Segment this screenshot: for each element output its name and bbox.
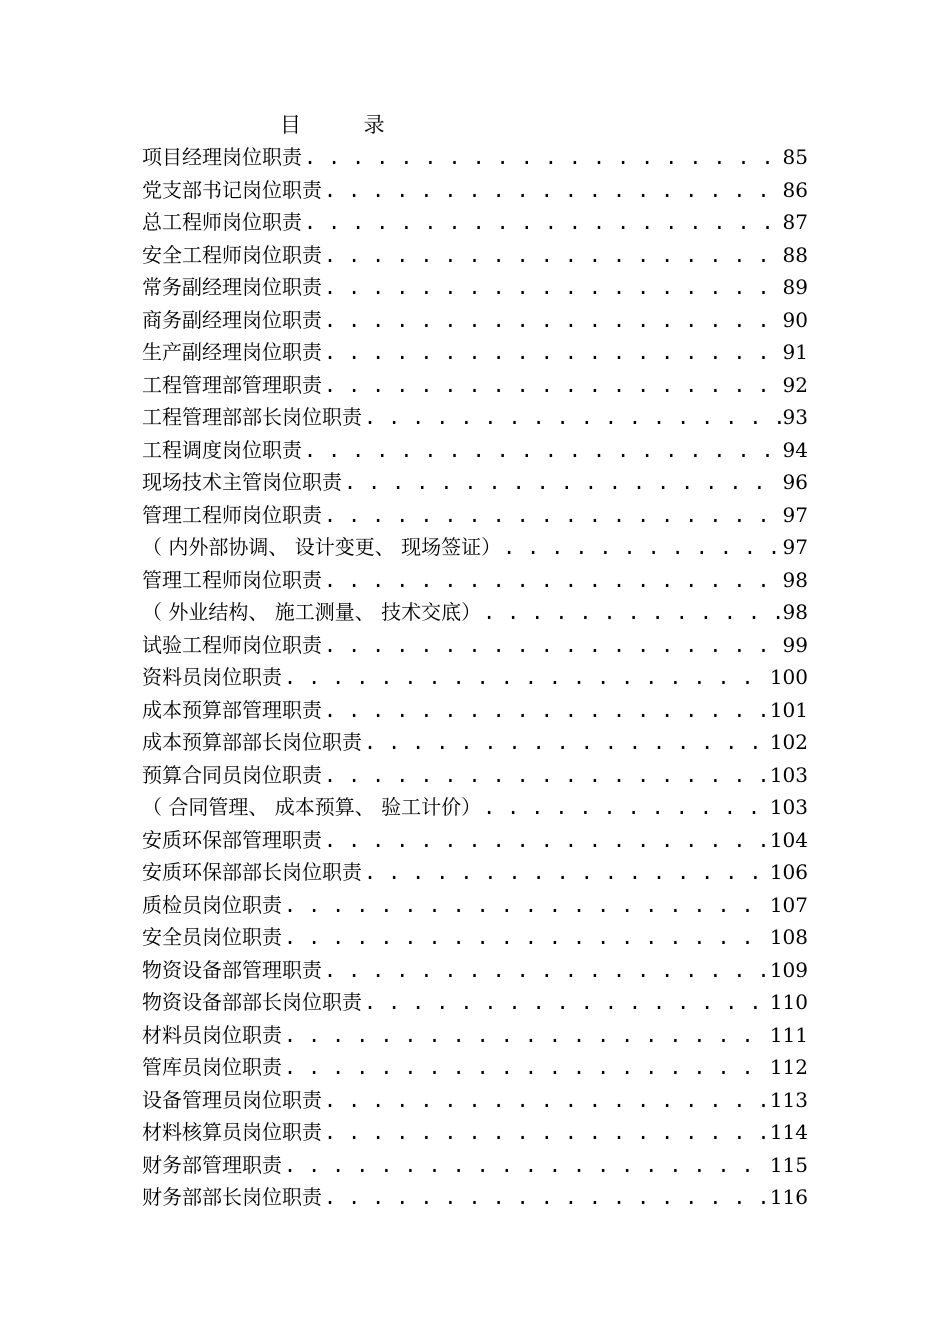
toc-entry-page-number: 108 bbox=[769, 925, 808, 949]
toc-entry-page-number: 106 bbox=[769, 860, 808, 884]
toc-entry-page-number: 96 bbox=[782, 470, 808, 494]
toc-entry-label: 财务部管理职责 bbox=[142, 1152, 282, 1177]
toc-dot-leader bbox=[324, 629, 781, 662]
toc-entry[interactable] bbox=[142, 1149, 808, 1182]
toc-entry-page-number: 115 bbox=[769, 1152, 808, 1177]
toc-entry-label: 项目经理岗位职责 bbox=[142, 145, 302, 169]
toc-entry[interactable] bbox=[142, 499, 808, 532]
toc-entry[interactable] bbox=[142, 531, 808, 564]
toc-entry[interactable] bbox=[142, 141, 808, 174]
toc-entry-label: 工程调度岗位职责 bbox=[142, 437, 302, 462]
toc-dot-leader bbox=[364, 401, 781, 434]
toc-dot-leader bbox=[483, 791, 768, 824]
toc-entry-page-number: 85 bbox=[782, 145, 808, 169]
toc-dot-leader bbox=[324, 271, 781, 304]
toc-dot-leader bbox=[483, 596, 780, 629]
toc-entry-page-number: 113 bbox=[769, 1087, 808, 1112]
toc-entry-label: 物资设备部部长岗位职责 bbox=[142, 990, 362, 1014]
toc-dot-leader bbox=[324, 954, 768, 987]
toc-entry-page-number: 114 bbox=[769, 1120, 808, 1144]
toc-entry-label: 预算合同员岗位职责 bbox=[142, 762, 322, 787]
toc-entry[interactable] bbox=[142, 726, 808, 759]
toc-entry-page-number: 112 bbox=[769, 1055, 808, 1079]
toc-entry-page-number: 101 bbox=[769, 697, 808, 722]
toc-entry-label: 工程管理部管理职责 bbox=[142, 372, 322, 397]
toc-entry[interactable] bbox=[142, 986, 808, 1019]
toc-entry-label: 总工程师岗位职责 bbox=[142, 210, 302, 234]
toc-dot-leader bbox=[324, 1181, 768, 1214]
toc-dot-leader bbox=[284, 1019, 768, 1052]
toc-dot-leader bbox=[344, 466, 781, 499]
toc-dot-leader bbox=[324, 824, 768, 857]
toc-dot-leader bbox=[364, 726, 768, 759]
toc-entry-page-number: 103 bbox=[769, 795, 808, 819]
toc-dot-leader bbox=[324, 694, 768, 727]
toc-entry-label: 管理工程师岗位职责 bbox=[142, 502, 322, 527]
toc-entry-page-number: 116 bbox=[769, 1185, 808, 1209]
toc-dot-leader bbox=[324, 336, 781, 369]
toc-dot-leader bbox=[324, 1084, 768, 1117]
toc-entry-page-number: 102 bbox=[769, 730, 808, 754]
toc-entry[interactable] bbox=[142, 791, 808, 824]
toc-entry-label: 材料核算员岗位职责 bbox=[142, 1120, 322, 1144]
toc-entry-label: （ 内外部协调、 设计变更、 现场签证） bbox=[142, 535, 502, 559]
toc-entry[interactable] bbox=[142, 1051, 808, 1084]
toc-dot-leader bbox=[364, 856, 768, 889]
toc-entry-page-number: 89 bbox=[782, 275, 808, 299]
toc-entry[interactable] bbox=[142, 401, 808, 434]
toc-entry-label: 安质环保部部长岗位职责 bbox=[142, 860, 362, 884]
toc-entry[interactable] bbox=[142, 856, 808, 889]
toc-entry-page-number: 110 bbox=[769, 990, 808, 1014]
toc-entry-page-number: 88 bbox=[782, 242, 808, 267]
toc-dot-leader bbox=[304, 141, 781, 174]
toc-dot-leader bbox=[324, 1116, 768, 1149]
toc-entry-label: 成本预算部管理职责 bbox=[142, 697, 322, 722]
toc-entry[interactable] bbox=[142, 596, 808, 629]
toc-dot-leader bbox=[324, 239, 781, 272]
toc-title: 目 录 bbox=[280, 113, 413, 137]
toc-entry-page-number: 91 bbox=[782, 340, 808, 364]
toc-entry-page-number: 100 bbox=[769, 665, 808, 689]
toc-entry[interactable] bbox=[142, 1116, 808, 1149]
toc-entry-page-number: 87 bbox=[782, 210, 808, 234]
toc-entry-label: 现场技术主管岗位职责 bbox=[142, 470, 342, 494]
toc-dot-leader bbox=[284, 661, 768, 694]
toc-entry-label: （ 外业结构、 施工测量、 技术交底） bbox=[142, 600, 482, 624]
toc-entry[interactable] bbox=[142, 921, 808, 954]
toc-entry-label: 财务部部长岗位职责 bbox=[142, 1185, 322, 1209]
toc-entry-label: 安全工程师岗位职责 bbox=[142, 242, 322, 267]
toc-entry[interactable] bbox=[142, 304, 808, 337]
toc-dot-leader bbox=[324, 499, 781, 532]
toc-dot-leader bbox=[324, 564, 781, 597]
toc-dot-leader bbox=[284, 889, 768, 922]
toc-entry[interactable] bbox=[142, 564, 808, 597]
toc-entry-label: 资料员岗位职责 bbox=[142, 665, 282, 689]
toc-entry[interactable] bbox=[142, 369, 808, 402]
toc-entry[interactable] bbox=[142, 1084, 808, 1117]
toc-dot-leader bbox=[324, 759, 768, 792]
toc-entry-label: 材料员岗位职责 bbox=[142, 1022, 282, 1047]
toc-entry[interactable] bbox=[142, 239, 808, 272]
toc-entry[interactable] bbox=[142, 954, 808, 987]
toc-dot-leader bbox=[284, 1149, 768, 1182]
toc-entry-page-number: 97 bbox=[782, 535, 808, 559]
toc-entry[interactable] bbox=[142, 174, 808, 207]
toc-dot-leader bbox=[284, 1051, 768, 1084]
toc-entry[interactable] bbox=[142, 434, 808, 467]
toc-dot-leader bbox=[324, 369, 781, 402]
toc-entry-page-number: 98 bbox=[782, 600, 808, 624]
toc-entry-label: 安质环保部管理职责 bbox=[142, 827, 322, 852]
toc-entry-label: 常务副经理岗位职责 bbox=[142, 275, 322, 299]
toc-entry-label: 试验工程师岗位职责 bbox=[142, 632, 322, 657]
toc-dot-leader bbox=[304, 434, 781, 467]
toc-entry-label: 商务副经理岗位职责 bbox=[142, 307, 322, 332]
toc-entry-page-number: 86 bbox=[782, 177, 808, 202]
toc-dot-leader bbox=[503, 531, 780, 564]
toc-entry-label: 成本预算部部长岗位职责 bbox=[142, 730, 362, 754]
toc-entry-page-number: 92 bbox=[782, 372, 808, 397]
toc-entry[interactable] bbox=[142, 1019, 808, 1052]
toc-entry[interactable] bbox=[142, 661, 808, 694]
toc-entry-page-number: 93 bbox=[782, 405, 808, 429]
toc-entry[interactable] bbox=[142, 271, 808, 304]
toc-dot-leader bbox=[324, 174, 781, 207]
toc-entry-label: 生产副经理岗位职责 bbox=[142, 340, 322, 364]
toc-entry[interactable] bbox=[142, 694, 808, 727]
toc-entry-label: 工程管理部部长岗位职责 bbox=[142, 405, 362, 429]
toc-entry[interactable] bbox=[142, 336, 808, 369]
toc-dot-leader bbox=[324, 304, 781, 337]
toc-entry-page-number: 90 bbox=[782, 307, 808, 332]
toc-entry[interactable] bbox=[142, 629, 808, 662]
toc-entry-page-number: 104 bbox=[769, 827, 808, 852]
toc-entry-page-number: 99 bbox=[782, 632, 808, 657]
toc-entry-page-number: 97 bbox=[782, 502, 808, 527]
toc-entry-label: 安全员岗位职责 bbox=[142, 925, 282, 949]
toc-entry-page-number: 98 bbox=[782, 567, 808, 592]
toc-entry-page-number: 94 bbox=[782, 437, 808, 462]
toc-entry-label: 质检员岗位职责 bbox=[142, 892, 282, 917]
toc-entry-label: 管库员岗位职责 bbox=[142, 1055, 282, 1079]
toc-dot-leader bbox=[364, 986, 768, 1019]
toc-entry-page-number: 111 bbox=[769, 1022, 808, 1047]
toc-entry-page-number: 107 bbox=[769, 892, 808, 917]
toc-entry[interactable] bbox=[142, 889, 808, 922]
toc-entry-label: 物资设备部管理职责 bbox=[142, 957, 322, 982]
toc-entry-page-number: 109 bbox=[769, 957, 808, 982]
toc-entry-label: 管理工程师岗位职责 bbox=[142, 567, 322, 592]
toc-dot-leader bbox=[304, 206, 781, 239]
toc-entry[interactable] bbox=[142, 824, 808, 857]
toc-entry-page-number: 103 bbox=[769, 762, 808, 787]
toc-list bbox=[142, 141, 808, 1214]
toc-entry[interactable] bbox=[142, 466, 808, 499]
toc-dot-leader bbox=[284, 921, 768, 954]
toc-entry-label: 设备管理员岗位职责 bbox=[142, 1087, 322, 1112]
toc-entry[interactable] bbox=[142, 1181, 808, 1214]
toc-entry[interactable] bbox=[142, 206, 808, 239]
toc-entry[interactable] bbox=[142, 759, 808, 792]
toc-entry-label: （ 合同管理、 成本预算、 验工计价） bbox=[142, 795, 482, 819]
toc-entry-label: 党支部书记岗位职责 bbox=[142, 177, 322, 202]
